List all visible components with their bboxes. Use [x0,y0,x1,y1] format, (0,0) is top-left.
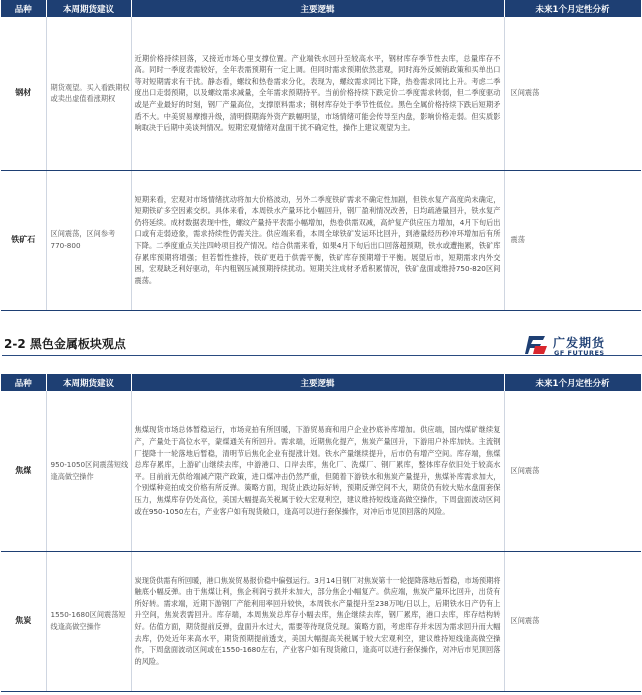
advice-cell: 期货观望。买入看跌期权或卖出虚值看涨期权 [46,17,131,170]
header-advice: 本周期货建议 [46,374,131,391]
variety-cell: 焦煤 [1,391,46,551]
outlook-cell: 区间震荡 [504,17,641,170]
logic-cell: 短期来看，宏观对市场情绪扰动将加大价格波动，另外二季度铁矿需求不确定性加剧，但铁水复产高度尚未确定，短期铁矿多空因素交织。具体来看，本周铁水产量环比小幅回升，钢厂盈利情况改善，日均疏港量回升，铁水复产仍将延续。成材数据表现中性，螺纹产量持平表需小幅增加，热卷供需双减，高炉复产供应压力增加，4月下旬后出口或有走弱迹象，需求持续性仍需关注。供应端来看，本周全球铁矿发运环比回升，到港量经历秒冲环增加后有所下降。二季度重点关注四岭项目投产情况。结合供需来看，如果4月下旬后出口回落超预期，铁水或遭拖累，铁矿库存累库预期将增强；但若暂性推持，铁矿更趋于供需平衡，铁矿库存预期增于平衡。展望后市，短期需求内外交困，宏观缺乏利好驱动，年内粗钢压减预期持续扰动。短期关注成材矛盾积累情况，铁矿盘面或维持750-820区间震荡。 [131,170,504,310]
header-outlook: 未来1个月定性分析 [504,374,641,391]
logo-cn-text: 广发期货 [553,336,606,350]
variety-cell: 钢材 [1,17,46,170]
table-row [1,551,641,691]
outlook-cell: 震荡 [504,170,641,310]
advice-cell: 950-1050区间震荡短线逢高做空操作 [46,391,131,551]
variety-cell: 焦炭 [1,551,46,691]
logic-cell: 炭现货供需有所回暖，港口焦炭贸易报价稳中偏强运行。3月14日钢厂对焦炭第十一轮提降落地后暂稳，市场预期将触底小幅反弹。由于焦煤让利，焦企利润亏损并未加大，部分焦企小幅复产。供应端，焦炭产量环比回升，出货有所好转。需求端，近期下游钢厂产能利用率回升较快，本周铁水产量提升至238万吨/日以上，后期铁水日产仍有上升空间，焦炭表需回升。库存端，本周焦炭总库存小幅去库，焦企继续去库，钢厂累库，港口去库，库存结构转好。估值方面，期货提前反弹，盘面升水过大，需要等待现货兑现。策略方面，考虑库存并未因为需求回升而大幅去库，仍处近年来高水平，期货预期提前透支，美国大幅提高关税属于较大宏观利空，建议维持短线逢高做空操作，下周盘面波动区间或在1550-1680左右，产业客户如有现货敞口，逢高可以进行套保操作，对冲后市见顶回落的风险。 [131,551,504,691]
header-variety: 品种 [1,374,46,391]
advice-cell: 区间震荡，区间参考770-800 [46,170,131,310]
gf-logo-icon [525,334,549,356]
table-header-row [1,374,641,391]
outlook-cell: 区间震荡 [504,551,641,691]
logic-cell: 近期价格持续回落，又接近市场心里支撑位置。产业端铁水回升至较高水平，钢材库存季节性去库，总量库存不高。同时一季度表需较好，全年表需预期有一定上调。但同时需求预期依然悲观，同时海外反倾销政策和买单出口等对短期需求有干扰。静态看，螺纹和热卷需求分化，表现为，螺纹需求同比下降，热卷需求同比上升。考虑二季度出口走弱预期，以及螺纹需求减量，全年需求预期持平。当前价格持续下跌定价二季度需求转弱，但二季度驱动或是产业最好的时刻，钢厂产量高位，支撑原料需求；钢材库存处于季节性低位。黑色全属价格持续下跌后短期矛盾不大。中美贸易摩擦升级，清明假期海外资产跌幅明显，市场情绪可能会传导至内盘，影响价格走弱。但实质影响取决于后期中美谈判情况。短期宏观情绪对盘面干扰不确定性，操作上建议观望为主。 [131,17,504,170]
outlook-cell: 区间震荡 [504,391,641,551]
logo-en-text: GF FUTURES [554,349,605,357]
table-row [1,391,641,551]
header-advice: 本周期货建议 [46,0,131,17]
header-outlook: 未来1个月定性分析 [504,0,641,17]
header-logic: 主要逻辑 [131,374,504,391]
table-header-row [1,0,641,17]
table-row [1,17,641,170]
variety-cell: 铁矿石 [1,170,46,310]
coal-coke-table [1,374,642,692]
header-variety: 品种 [1,0,46,17]
table-row [1,170,641,310]
advice-cell: 1550-1680区间震荡短线逢高做空操作 [46,551,131,691]
header-logic: 主要逻辑 [131,0,504,17]
steel-ore-table [1,0,642,311]
section-title: 2-2 黑色金属板块观点 [4,337,126,351]
company-logo [525,332,639,360]
logic-cell: 焦煤现货市场总体暂稳运行，市场竞拍有所回暖，下游贸易商和用户企业抄底补库增加。供应端，国内煤矿继续复产，产量处于高位水平，蒙煤通关有所回升。需求端，近期焦化提产，焦炭产量回升，下游用户补库加快。主流钢厂提降十一轮落地后暂稳，清明节后焦化企业有提涨计划。铁水产量继续提升，后市仍有增产空间。库存端，焦煤总库存累库，上游矿山继续去库，中游港口、口岸去库，焦化厂、洗煤厂、钢厂累库，整体库存依旧处于较高水平。目前前无供给端减产限产政策，进口煤冲击仍然严重，但随着下游铁水和焦炭产量提升，焦煤补库需求加大，个别煤种竞拍成交价格有所反弹。策略方面，现货止跌边际好转，预期反弹空间不大，期货仍有较大贴水盘面套保压力，焦煤库存仍处高位，美国大幅提高关税属于较大宏观利空，建议维持短线逢高做空操作，下周盘面波动区间或在950-1050左右，产业客户如有现货敞口，逢高可以进行套保操作，对冲后市见顶回落的风险。 [131,391,504,551]
